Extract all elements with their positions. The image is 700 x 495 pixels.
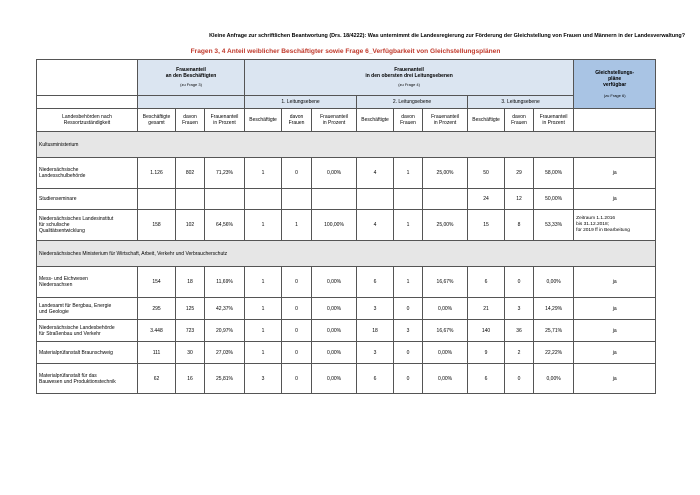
col-header-women xyxy=(176,109,205,132)
l1-women-cell: 0 xyxy=(282,320,312,342)
header-group-employees-line1: Frauenanteil xyxy=(176,67,206,74)
table-title: Fragen 3, 4 Anteil weiblicher Beschäftigter sowie Frage 6_Verfügbarkeit von Gleichstellungsplänen xyxy=(190,48,501,55)
l3-share-cell: 0,00% xyxy=(534,364,574,394)
header-group-leadership-ref: (zu Frage 4) xyxy=(398,82,420,88)
women-count-cell xyxy=(176,189,205,210)
col-header-l3-share-line2: in Prozent xyxy=(542,120,565,126)
plan-available-line: ja xyxy=(612,279,617,285)
authority-name-line: Niedersächsisches Landesinstitut xyxy=(39,216,114,222)
authority-name-line: Landesschulbehörde xyxy=(39,173,86,179)
table-row xyxy=(37,189,656,210)
l3-employees-cell: 140 xyxy=(468,320,505,342)
women-count-cell: 802 xyxy=(176,158,205,189)
col-header-l2-women-line1: davon xyxy=(401,114,415,120)
plan-available-line: Zeitraum 1.1.2016 xyxy=(576,216,616,222)
col-header-share-line1: Frauenanteil xyxy=(210,114,239,120)
header-group-plans-line3: verfügbar xyxy=(603,81,627,88)
l3-employees-cell: 9 xyxy=(468,342,505,364)
col-header-authorities-line2: Ressortzuständigkeit xyxy=(63,120,111,126)
col-header-l2-women-line2: Frauen xyxy=(400,120,416,126)
authority-name-line: Materialprüfanstalt für das xyxy=(39,372,97,379)
l1-employees-cell: 1 xyxy=(245,342,282,364)
employees-total-cell: 295 xyxy=(138,298,176,320)
l1-employees-cell: 1 xyxy=(245,158,282,189)
l3-women-cell: 29 xyxy=(505,158,534,189)
l1-women-cell: 0 xyxy=(282,267,312,298)
col-header-l1-share xyxy=(312,109,357,132)
women-share-cell: 42,37% xyxy=(205,298,245,320)
women-share-cell: 64,56% xyxy=(205,210,245,241)
l2-employees-cell: 4 xyxy=(357,158,394,189)
l1-women-cell: 1 xyxy=(282,210,312,241)
l2-women-cell: 0 xyxy=(394,364,423,394)
l1-share-cell: 100,00% xyxy=(312,210,357,241)
authority-name-line: Niedersächsische xyxy=(39,167,79,173)
col-header-l1-women-line2: Frauen xyxy=(288,120,305,126)
l1-women-cell: 0 xyxy=(282,298,312,320)
authority-name-line: Niedersachsen xyxy=(39,282,73,288)
plan-available-cell xyxy=(574,320,656,342)
women-count-cell: 723 xyxy=(176,320,205,342)
col-header-authorities xyxy=(37,109,138,132)
l3-employees-cell: 6 xyxy=(468,364,505,394)
col-header-l2-employees: Beschäftigte xyxy=(357,109,394,132)
l2-women-cell: 3 xyxy=(394,320,423,342)
l1-share-cell: 0,00% xyxy=(312,267,357,298)
header-levels-spacer xyxy=(138,96,245,109)
header-empty-cell xyxy=(37,60,138,96)
section-row xyxy=(37,132,656,158)
authority-name-line: für Straßenbau und Verkehr xyxy=(39,330,101,337)
l1-employees-cell xyxy=(245,189,282,210)
l2-women-cell xyxy=(394,189,423,210)
l2-women-cell: 1 xyxy=(394,267,423,298)
table-row xyxy=(37,210,656,241)
women-share-cell: 11,69% xyxy=(205,267,245,298)
header-row-columns xyxy=(37,109,656,132)
l3-employees-cell: 6 xyxy=(468,267,505,298)
women-count-cell: 30 xyxy=(176,342,205,364)
col-header-l3-share xyxy=(534,109,574,132)
authority-name-line: Mess- und Eichwesen xyxy=(39,276,88,282)
women-count-cell: 102 xyxy=(176,210,205,241)
l1-share-cell xyxy=(312,189,357,210)
women-share-cell: 27,03% xyxy=(205,342,245,364)
l2-employees-cell: 4 xyxy=(357,210,394,241)
l3-share-cell: 22,22% xyxy=(534,342,574,364)
col-header-l3-women xyxy=(505,109,534,132)
col-header-plans-empty xyxy=(574,109,656,132)
l1-employees-cell: 3 xyxy=(245,364,282,394)
col-header-l1-share-line2: in Prozent xyxy=(322,120,346,126)
plan-available-line: bis 31.12.2018; xyxy=(576,222,609,228)
header-level-3: 3. Leitungsebene xyxy=(468,96,574,109)
employees-total-cell: 158 xyxy=(138,210,176,241)
col-header-women-line1: davon xyxy=(183,114,197,120)
col-header-share-line2: in Prozent xyxy=(213,120,236,126)
l3-women-cell: 8 xyxy=(505,210,534,241)
l1-share-cell: 0,00% xyxy=(312,158,357,189)
l3-share-cell: 14,29% xyxy=(534,298,574,320)
header-group-employees-ref: (zu Frage 3) xyxy=(180,82,202,88)
data-table xyxy=(36,59,656,394)
header-group-leadership xyxy=(245,60,574,96)
header-group-leadership-line2: in den obersten drei Leitungsebenen xyxy=(365,73,453,80)
col-header-l1-employees: Beschäftigte xyxy=(245,109,282,132)
l2-share-cell: 16,67% xyxy=(423,267,468,298)
plan-available-line: ja xyxy=(612,349,617,356)
l3-share-cell: 53,33% xyxy=(534,210,574,241)
l2-share-cell: 0,00% xyxy=(423,298,468,320)
l1-women-cell xyxy=(282,189,312,210)
women-share-cell xyxy=(205,189,245,210)
header-level-1: 1. Leitungsebene xyxy=(245,96,357,109)
authority-name xyxy=(37,210,138,241)
authority-name xyxy=(37,320,138,342)
l3-women-cell: 0 xyxy=(505,364,534,394)
col-header-l1-share-line1: Frauenanteil xyxy=(320,114,348,120)
l3-women-cell: 0 xyxy=(505,267,534,298)
section-title: Niedersächsisches Ministerium für Wirtschaft, Arbeit, Verkehr und Verbraucherschutz xyxy=(37,241,656,267)
authority-name-line: Bauwesen und Produktionstechnik xyxy=(39,378,116,385)
women-count-cell: 18 xyxy=(176,267,205,298)
authority-name xyxy=(37,364,138,394)
authority-name-line: für schulische xyxy=(39,222,70,228)
table-row xyxy=(37,320,656,342)
l1-employees-cell: 1 xyxy=(245,320,282,342)
col-header-l2-share-line1: Frauenanteil xyxy=(431,114,459,120)
header-group-plans-line1: Gleichstellungs- xyxy=(595,69,635,76)
plan-available-line: ja xyxy=(612,305,617,312)
authority-name xyxy=(37,267,138,298)
authority-name-line: Niedersächsische Landesbehörde xyxy=(39,324,115,331)
col-header-l3-share-line1: Frauenanteil xyxy=(539,114,568,120)
plan-available-cell xyxy=(574,189,656,210)
header-group-plans-line2: pläne xyxy=(608,75,622,82)
l2-share-cell: 25,00% xyxy=(423,158,468,189)
l3-employees-cell: 24 xyxy=(468,189,505,210)
employees-total-cell: 3.448 xyxy=(138,320,176,342)
l2-women-cell: 0 xyxy=(394,342,423,364)
col-header-l1-women xyxy=(282,109,312,132)
l2-women-cell: 1 xyxy=(394,210,423,241)
authority-name-line: Qualitätsentwicklung xyxy=(39,228,85,234)
l2-share-cell xyxy=(423,189,468,210)
l1-women-cell: 0 xyxy=(282,342,312,364)
l1-women-cell: 0 xyxy=(282,364,312,394)
authority-name-line: und Geologie xyxy=(39,308,69,315)
l2-share-cell: 16,67% xyxy=(423,320,468,342)
l2-women-cell: 0 xyxy=(394,298,423,320)
plan-available-line: für 2019 ff in Bearbeitung xyxy=(576,227,630,233)
authority-name xyxy=(37,342,138,364)
l3-share-cell: 58,00% xyxy=(534,158,574,189)
l3-employees-cell: 21 xyxy=(468,298,505,320)
header-group-employees xyxy=(138,60,245,96)
l2-employees-cell: 3 xyxy=(357,342,394,364)
l1-share-cell: 0,00% xyxy=(312,320,357,342)
col-header-l2-women xyxy=(394,109,423,132)
header-row-groups xyxy=(37,60,656,96)
plan-available-cell xyxy=(574,342,656,364)
section-title: Kultusministerium xyxy=(37,132,656,158)
col-header-share xyxy=(205,109,245,132)
women-share-cell: 71,23% xyxy=(205,158,245,189)
col-header-l2-share xyxy=(423,109,468,132)
l1-employees-cell: 1 xyxy=(245,210,282,241)
l2-employees-cell: 6 xyxy=(357,267,394,298)
plan-available-cell xyxy=(574,298,656,320)
l2-employees-cell: 6 xyxy=(357,364,394,394)
employees-total-cell: 111 xyxy=(138,342,176,364)
col-header-employees-total-line2: gesamt xyxy=(148,120,165,126)
authority-name-line: Studienseminare xyxy=(39,196,77,202)
header-group-plans-ref: (zu Frage 6) xyxy=(603,92,626,98)
header-row-levels xyxy=(37,96,656,109)
col-header-l3-women-line2: Frauen xyxy=(511,120,527,126)
women-share-cell: 25,81% xyxy=(205,364,245,394)
women-count-cell: 16 xyxy=(176,364,205,394)
l1-share-cell: 0,00% xyxy=(312,298,357,320)
col-header-employees-total xyxy=(138,109,176,132)
l2-share-cell: 0,00% xyxy=(423,364,468,394)
l2-women-cell: 1 xyxy=(394,158,423,189)
employees-total-cell: 154 xyxy=(138,267,176,298)
plan-available-line: ja xyxy=(612,196,617,202)
l3-women-cell: 12 xyxy=(505,189,534,210)
authority-name xyxy=(37,298,138,320)
header-group-leadership-line1: Frauenanteil xyxy=(394,67,424,74)
col-header-l2-share-line2: in Prozent xyxy=(433,120,457,126)
col-header-l3-women-line1: davon xyxy=(512,114,526,120)
plan-available-cell xyxy=(574,267,656,298)
plan-available-line: ja xyxy=(612,327,617,334)
l3-women-cell: 3 xyxy=(505,298,534,320)
l2-employees-cell: 3 xyxy=(357,298,394,320)
header-group-plans xyxy=(574,60,656,109)
plan-available-cell xyxy=(574,210,656,241)
employees-total-cell xyxy=(138,189,176,210)
l3-employees-cell: 50 xyxy=(468,158,505,189)
table-row xyxy=(37,298,656,320)
col-header-employees-total-line1: Beschäftigte xyxy=(142,114,171,120)
l2-share-cell: 0,00% xyxy=(423,342,468,364)
plan-available-cell xyxy=(574,364,656,394)
header-level-2: 2. Leitungsebene xyxy=(357,96,468,109)
women-count-cell: 125 xyxy=(176,298,205,320)
table-body xyxy=(37,132,656,394)
col-header-l3-employees: Beschäftigte xyxy=(468,109,505,132)
header-group-employees-line2: an den Beschäftigten xyxy=(165,73,217,80)
l1-women-cell: 0 xyxy=(282,158,312,189)
employees-total-cell: 1.126 xyxy=(138,158,176,189)
l3-women-cell: 2 xyxy=(505,342,534,364)
l3-share-cell: 0,00% xyxy=(534,267,574,298)
table-row xyxy=(37,342,656,364)
authority-name-line: Materialprüfanstalt Braunschweig xyxy=(39,349,113,356)
authority-name-line: Landesamt für Bergbau, Energie xyxy=(39,302,112,309)
l3-women-cell: 36 xyxy=(505,320,534,342)
l1-employees-cell: 1 xyxy=(245,267,282,298)
l2-employees-cell: 18 xyxy=(357,320,394,342)
document-title: Kleine Anfrage zur schriftlichen Beantwortung (Drs. 18/4222): Was unternimmt die Landesregierung zur Förderung der Gleichstellung von Frauen und Männern in der Landesverwaltung? xyxy=(209,33,685,39)
col-header-l1-women-line1: davon xyxy=(289,114,304,120)
l1-employees-cell: 1 xyxy=(245,298,282,320)
table-row xyxy=(37,267,656,298)
plan-available-line: ja xyxy=(612,170,617,176)
l1-share-cell: 0,00% xyxy=(312,342,357,364)
women-share-cell: 20,97% xyxy=(205,320,245,342)
table-row xyxy=(37,364,656,394)
l3-employees-cell: 15 xyxy=(468,210,505,241)
col-header-authorities-line1: Landesbehörden nach xyxy=(62,114,112,120)
l2-share-cell: 25,00% xyxy=(423,210,468,241)
col-header-women-line2: Frauen xyxy=(182,120,198,126)
l2-employees-cell xyxy=(357,189,394,210)
employees-total-cell: 62 xyxy=(138,364,176,394)
plan-available-line: ja xyxy=(612,375,617,382)
header-empty-cell xyxy=(37,96,138,109)
l3-share-cell: 50,00% xyxy=(534,189,574,210)
l3-share-cell: 25,71% xyxy=(534,320,574,342)
table-row xyxy=(37,158,656,189)
authority-name xyxy=(37,158,138,189)
section-row xyxy=(37,241,656,267)
plan-available-cell xyxy=(574,158,656,189)
authority-name xyxy=(37,189,138,210)
l1-share-cell: 0,00% xyxy=(312,364,357,394)
